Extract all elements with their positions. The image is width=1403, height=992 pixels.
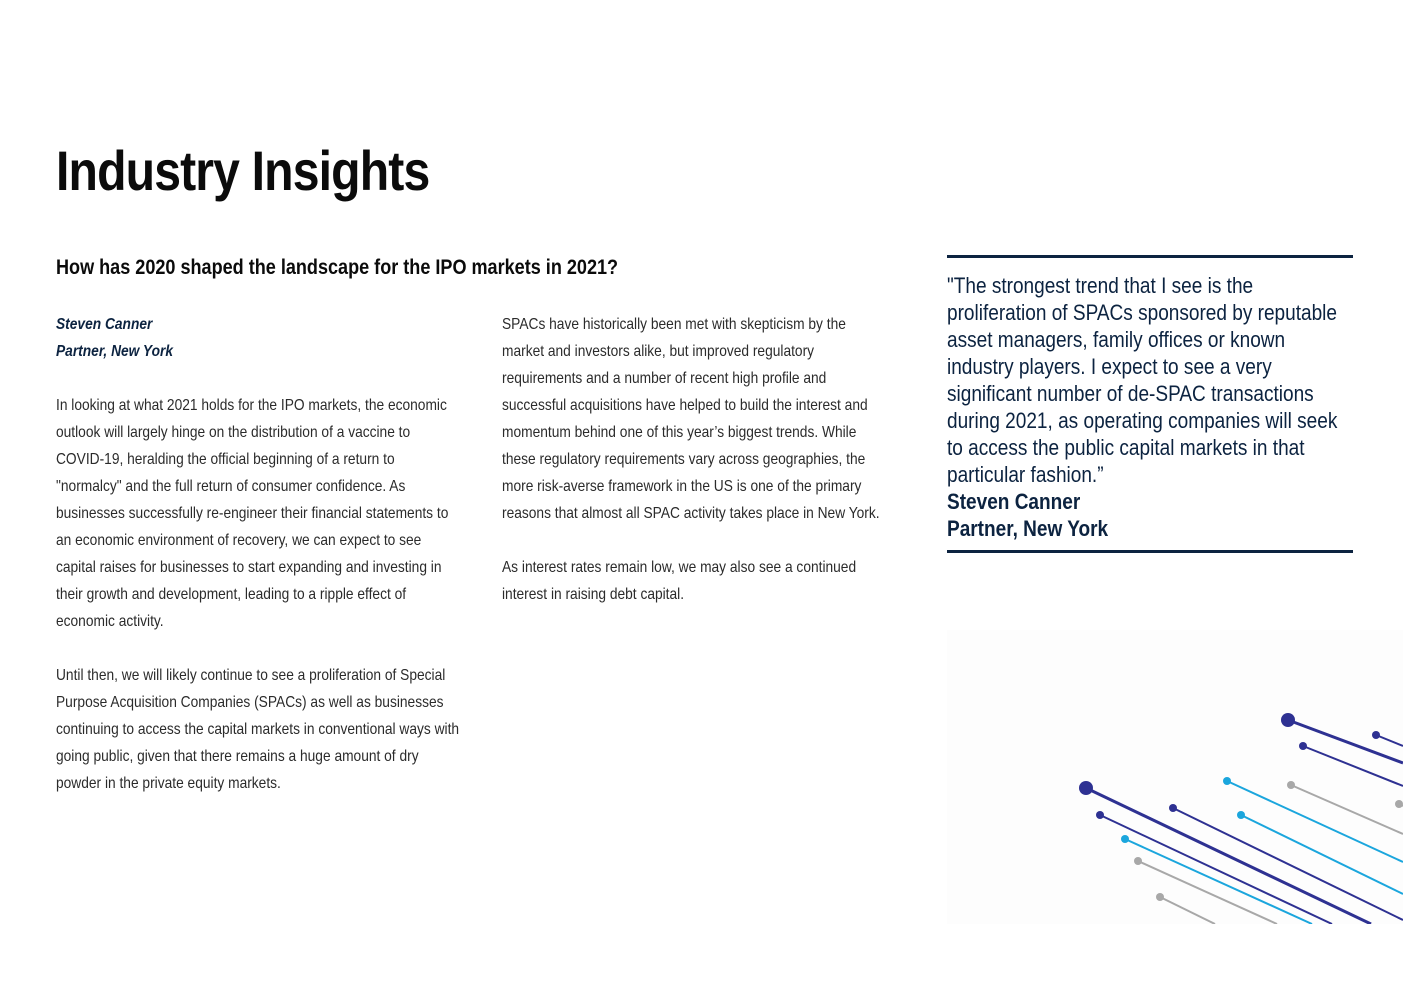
author-role: Partner, New York [56,343,174,360]
body-paragraph: SPACs have historically been met with skepticism by the market and investors alike, but improved regulatory requirements and a number of recent high profile and successful acquisitions have helped to build the interest and momentum behind one of this year’s biggest trends. While these regulatory requirements vary across geographies, the more risk-averse framework in the US is one of the primary reasons that almost all SPAC activity takes place in New York. [502,316,880,522]
pull-quote [947,255,1353,553]
diagonal-lines-icon [947,630,1403,924]
pull-quote-author [947,488,1354,542]
body-paragraph: As interest rates remain low, we may also see a continued interest in raising debt capital. [502,559,857,603]
pull-quote-author-role: Partner, New York [947,516,1109,541]
body-paragraph: Until then, we will likely continue to see a proliferation of Special Purpose Acquisition Companies (SPACs) as well as businesses continuing to access the capital markets in conventional ways with going public, given that there remains a huge amount of dry powder in the private equity markets. [56,667,460,792]
middle-column [502,311,889,635]
page-title: Industry Insights [56,139,430,202]
section-question: How has 2020 shaped the landscape for the IPO markets in 2021? [56,256,619,279]
diagonal-lines-graphic [947,630,1403,924]
author-byline [56,311,460,365]
author-name: Steven Canner [56,316,153,333]
body-paragraph: In looking at what 2021 holds for the IPO markets, the economic outlook will largely hinge on the distribution of a vaccine to COVID-19, heralding the official beginning of a return to "normalcy" and the full return of consumer confidence. As businesses successfully re-engineer their financial statements to an economic environment of recovery, we can expect to see capital raises for businesses to start expanding and investing in their growth and development, leading to a ripple effect of economic activity. [56,397,449,630]
pull-quote-author-name: Steven Canner [947,489,1081,514]
left-column [56,311,460,824]
pull-quote-text: "The strongest trend that I see is the proliferation of SPACs sponsored by reputable asset managers, family offices or known industry players. I expect to see a very significant number of de-SPAC transactions during 2021, as operating companies will seek to access the public capital markets in that particular fashion.” [947,273,1338,487]
